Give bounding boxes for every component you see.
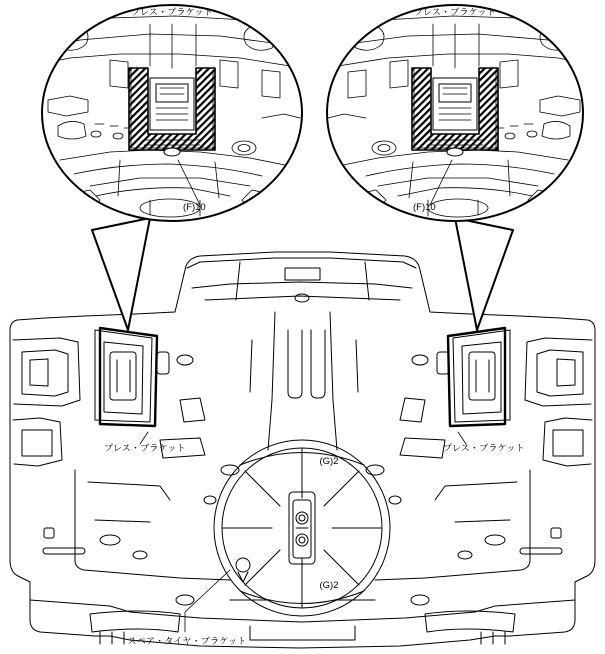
detail-right-title: プレス・ブラケット [414,7,496,17]
main-right-press-bracket-label: プレス・ブラケット [443,443,525,453]
detail-left-title: プレス・ブラケット [131,7,213,17]
main-upper-g2-code: (G)2 [319,456,339,467]
main-left-press-bracket-label: プレス・ブラケット [104,443,186,453]
detail-callout-right [327,5,586,330]
detail-right-code: (F)10 [413,202,436,213]
left-detail-press-bracket [129,68,215,156]
spare-tire-bracket-label: スペア・タイヤ・ブラケット [127,636,247,646]
detail-left-code: (F)10 [183,202,206,213]
detail-callout-left [42,5,302,330]
right-detail-press-bracket [412,68,498,156]
main-lower-g2-code: (G)2 [319,580,339,591]
